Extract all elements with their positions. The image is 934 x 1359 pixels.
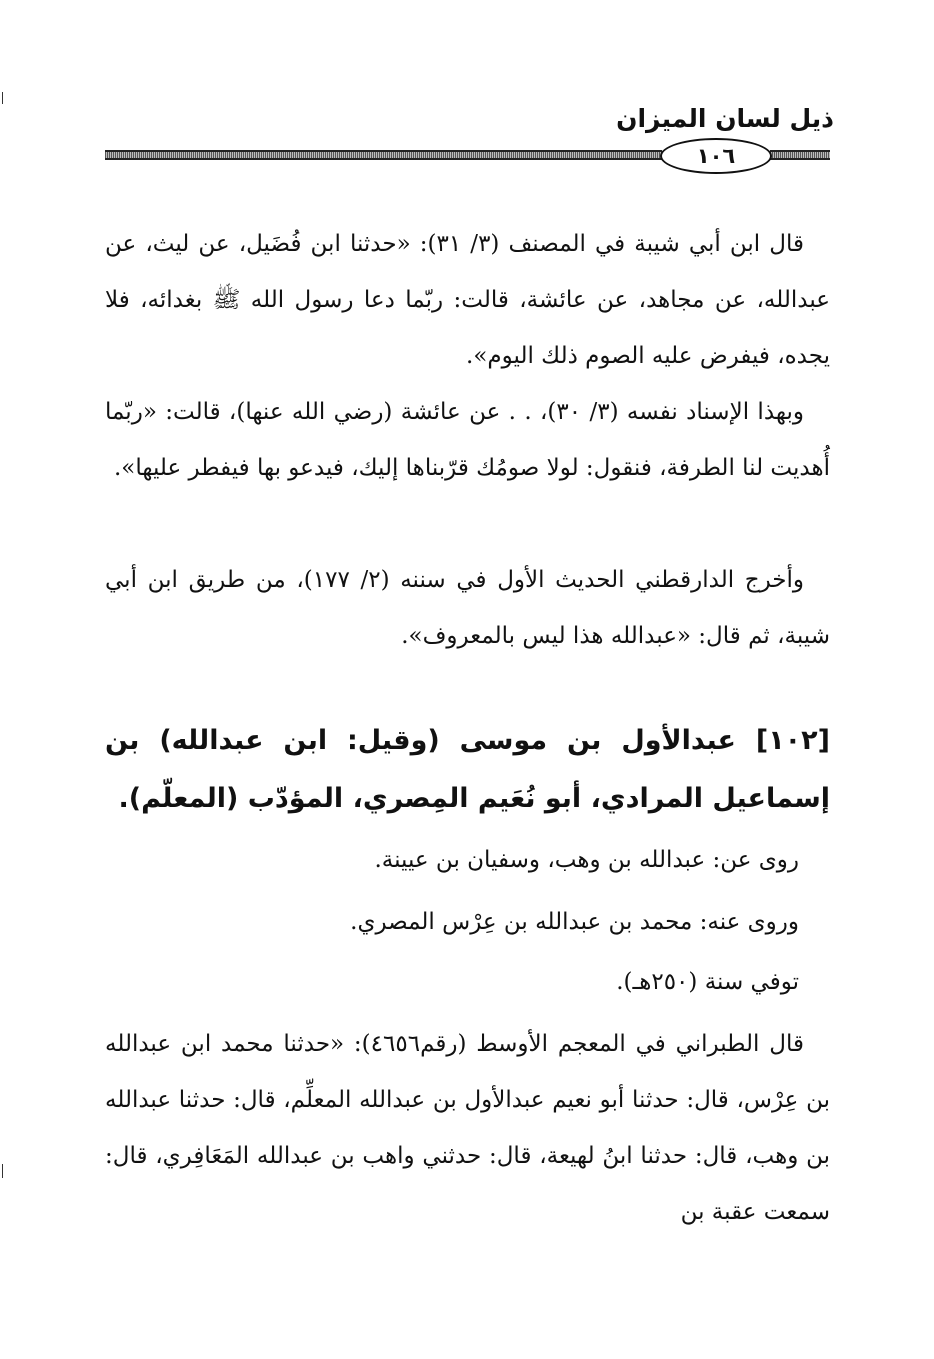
body-paragraph-3 <box>105 552 830 664</box>
narrated-by-line: وروى عنه: محمد بن عبدالله بن عِرْس المصري. <box>350 909 799 935</box>
margin-mark <box>2 1164 3 1178</box>
paragraph-text: وبهذا الإسناد نفسه (٣/ ٣٠)، . . عن عائشة (رضي الله عنها)، قالت: «ربّما أُهديت لنا الطرفة، فنقول: لولا صومُك قرّبناها إليك، فيدعو بها فيفطر عليها». <box>105 399 830 481</box>
paragraph-text: قال الطبراني في المعجم الأوسط (رقم٤٦٥٦): «حدثنا محمد ابن عبدالله بن عِرْس، قال: حدثنا أبو نعيم عبدالأول بن عبدالله المعلِّم، قال: حدثنا عبدالله بن وهب، قال: حدثنا ابنُ لهيعة، قال: حدثني واهب بن عبدالله المَعَافِري، قال: سمعت عقبة بن <box>105 1031 830 1225</box>
paragraph-text: قال ابن أبي شيبة في المصنف (٣/ ٣١): «حدثنا ابن فُضَيل، عن ليث، عن عبدالله، عن مجاهد، عن عائشة، قالت: ربّما دعا رسول الله ﷺ بغدائه، فلا يجده، فيفرض عليه الصوم ذلك اليوم». <box>105 231 830 369</box>
page-number: ١٠٦ <box>660 138 772 174</box>
body-paragraph-4 <box>105 1016 830 1240</box>
entry-heading-text: [١٠٢] عبدالأول بن موسى (وقيل: ابن عبدالله) بن إسماعيل المرادي، أبو نُعَيم المِصري، المؤدّب (المعلّم). <box>105 725 830 814</box>
body-paragraph-1 <box>105 216 830 384</box>
header-rule-left <box>105 150 662 160</box>
margin-mark <box>2 92 3 104</box>
narrated-from-line: روى عن: عبدالله بن وهب، وسفيان بن عيينة. <box>374 847 799 873</box>
entry-heading <box>105 712 830 828</box>
header-rule-right <box>770 150 830 160</box>
death-year-line: توفي سنة (٢٥٠هـ). <box>616 969 799 995</box>
paragraph-text: وأخرج الدارقطني الحديث الأول في سننه (٢/ ١٧٧)، من طريق ابن أبي شيبة، ثم قال: «عبدالله هذا ليس بالمعروف». <box>105 567 830 649</box>
running-header-title: ذيل لسان الميزان <box>616 104 834 133</box>
body-paragraph-2 <box>105 384 830 496</box>
